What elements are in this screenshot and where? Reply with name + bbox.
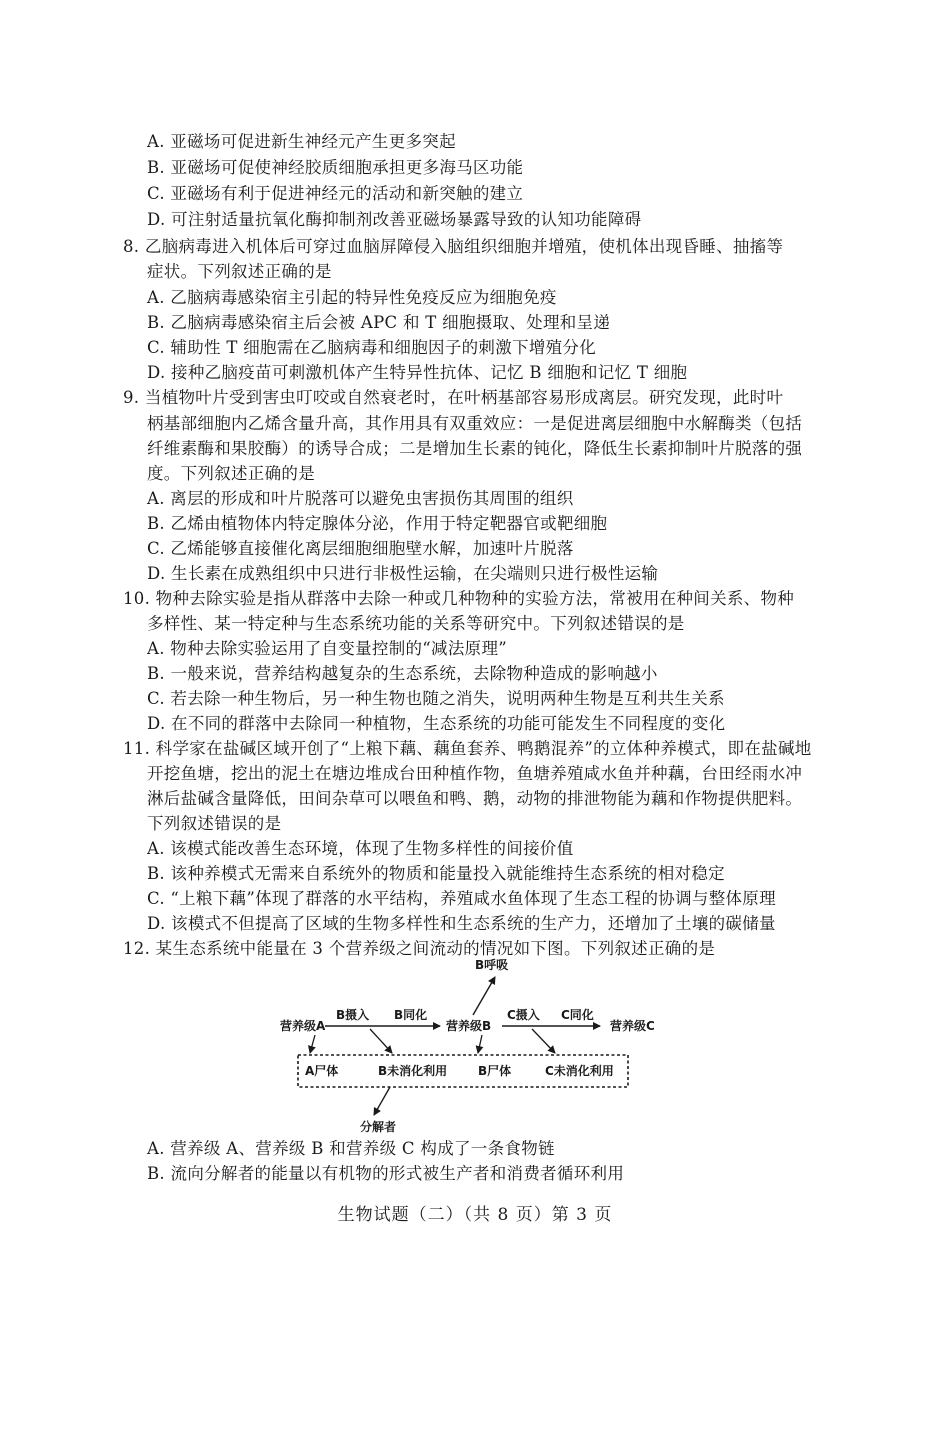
q10-option-a: A. 物种去除实验运用了自变量控制的“减法原理”: [147, 639, 507, 658]
arrow-a-corpse: [310, 1035, 315, 1053]
energy-flow-svg: [270, 955, 690, 1140]
level-b-label: 营养级B: [446, 1019, 492, 1033]
q8-option-b: B. 乙脑病毒感染宿主后会被 APC 和 T 细胞摄取、处理和呈递: [147, 313, 611, 332]
q8-stem-line1: 8. 乙脑病毒进入机体后可穿过血脑屏障侵入脑组织细胞并增殖，使机体出现昏睡、抽搐等: [123, 237, 784, 256]
q11-option-a: A. 该模式能改善生态环境，体现了生物多样性的间接价值: [147, 839, 574, 858]
q9-stem-line4: 度。下列叙述正确的是: [147, 464, 315, 483]
b-undigested-label: B未消化利用: [378, 1064, 448, 1078]
q12-option-a: A. 营养级 A、营养级 B 和营养级 C 构成了一条食物链: [147, 1139, 555, 1158]
q11-stem-line4: 下列叙述错误的是: [147, 814, 282, 833]
q11-option-c: C. “上粮下藕”体现了群落的水平结构，养殖咸水鱼体现了生态工程的协调与整体原理: [147, 889, 776, 908]
q9-option-d: D. 生长素在成熟组织中只进行非极性运输，在尖端则只进行极性运输: [147, 564, 659, 583]
arrow-c-undigested: [532, 1029, 555, 1053]
b-respiration-label: B呼吸: [475, 958, 509, 972]
a-corpse-label: A尸体: [305, 1064, 339, 1078]
arrow-b-corpse: [478, 1035, 482, 1053]
q8-option-c: C. 辅助性 T 细胞需在乙脑病毒和细胞因子的刺激下增殖分化: [147, 338, 597, 357]
b-corpse-label: B尸体: [478, 1064, 512, 1078]
arrow-to-decomposer: [374, 1087, 390, 1115]
page-footer: 生物试题（二）（共 8 页）第 3 页: [337, 1205, 613, 1225]
q7-option-a: A. 亚磁场可促进新生神经元产生更多突起: [147, 132, 456, 151]
q9-option-a: A. 离层的形成和叶片脱落可以避免虫害损伤其周围的组织: [147, 489, 574, 508]
level-c-label: 营养级C: [610, 1019, 655, 1033]
q11-stem-line3: 淋后盐碱含量降低，田间杂草可以喂鱼和鸭、鹅，动物的排泄物能为藕和作物提供肥料。: [147, 789, 803, 808]
c-assim-label: C同化: [561, 1008, 594, 1022]
q8-option-d: D. 接种乙脑疫苗可刺激机体产生特异性抗体、记忆 B 细胞和记忆 T 细胞: [147, 363, 688, 382]
q12-option-b: B. 流向分解者的能量以有机物的形式被生产者和消费者循环利用: [147, 1164, 625, 1183]
q9-option-b: B. 乙烯由植物体内特定腺体分泌，作用于特定靶器官或靶细胞: [147, 514, 608, 533]
q11-stem-line2: 开挖鱼塘，挖出的泥土在塘边堆成台田种植作物，鱼塘养殖咸水鱼并种藕，台田经雨水冲: [147, 764, 803, 783]
b-assim-label: B同化: [394, 1008, 428, 1022]
q12-stem: 12. 某生态系统中能量在 3 个营养级之间流动的情况如下图。下列叙述正确的是: [123, 939, 716, 958]
energy-flow-diagram: [270, 955, 690, 1140]
q11-stem-line1: 11. 科学家在盐碱区域开创了“上粮下藕、藕鱼套养、鸭鹅混养”的立体种养模式，即在盐碱地: [123, 739, 812, 758]
decomposer-label: 分解者: [360, 1120, 397, 1134]
q9-option-c: C. 乙烯能够直接催化离层细胞细胞壁水解，加速叶片脱落: [147, 539, 574, 558]
arrow-b-undigested: [370, 1029, 392, 1053]
c-undigested-label: C未消化利用: [545, 1064, 614, 1078]
q7-option-b: B. 亚磁场可促使神经胶质细胞承担更多海马区功能: [147, 158, 524, 177]
q10-option-b: B. 一般来说，营养结构越复杂的生态系统，去除物种造成的影响越小: [147, 664, 658, 683]
q7-option-c: C. 亚磁场有利于促进神经元的活动和新突触的建立: [147, 184, 524, 203]
b-intake-label: B摄入: [336, 1008, 370, 1022]
q9-stem-line2: 柄基部细胞内乙烯含量升高，其作用具有双重效应：一是促进离层细胞中水解酶类（包括: [147, 414, 803, 433]
q8-stem-line2: 症状。下列叙述正确的是: [147, 262, 332, 281]
q10-option-c: C. 若去除一种生物后，另一种生物也随之消失，说明两种生物是互利共生关系: [147, 689, 725, 708]
q11-option-d: D. 该模式不但提高了区域的生物多样性和生态系统的生产力，还增加了土壤的碳储量: [147, 914, 776, 933]
q9-stem-line3: 纤维素酶和果胶酶）的诱导合成；二是增加生长素的钝化，降低生长素抑制叶片脱落的强: [147, 439, 803, 458]
q11-option-b: B. 该种养模式无需来自系统外的物质和能量投入就能维持生态系统的相对稳定: [147, 864, 725, 883]
q10-option-d: D. 在不同的群落中去除同一种植物，生态系统的功能可能发生不同程度的变化: [147, 714, 726, 733]
level-a-label: 营养级A: [280, 1019, 326, 1033]
arrow-b-respiration: [473, 977, 495, 1015]
q10-stem-line2: 多样性、某一特定种与生态系统功能的关系等研究中。下列叙述错误的是: [147, 614, 685, 633]
q7-option-d: D. 可注射适量抗氧化酶抑制剂改善亚磁场暴露导致的认知功能障碍: [147, 210, 642, 229]
q10-stem-line1: 10. 物种去除实验是指从群落中去除一种或几种物种的实验方法，常被用在种间关系、物种: [123, 589, 795, 608]
c-intake-label: C摄入: [507, 1008, 540, 1022]
q8-option-a: A. 乙脑病毒感染宿主引起的特异性免疫反应为细胞免疫: [147, 288, 557, 307]
q9-stem-line1: 9. 当植物叶片受到害虫叮咬或自然衰老时，在叶柄基部容易形成离层。研究发现，此时叶: [123, 388, 784, 407]
